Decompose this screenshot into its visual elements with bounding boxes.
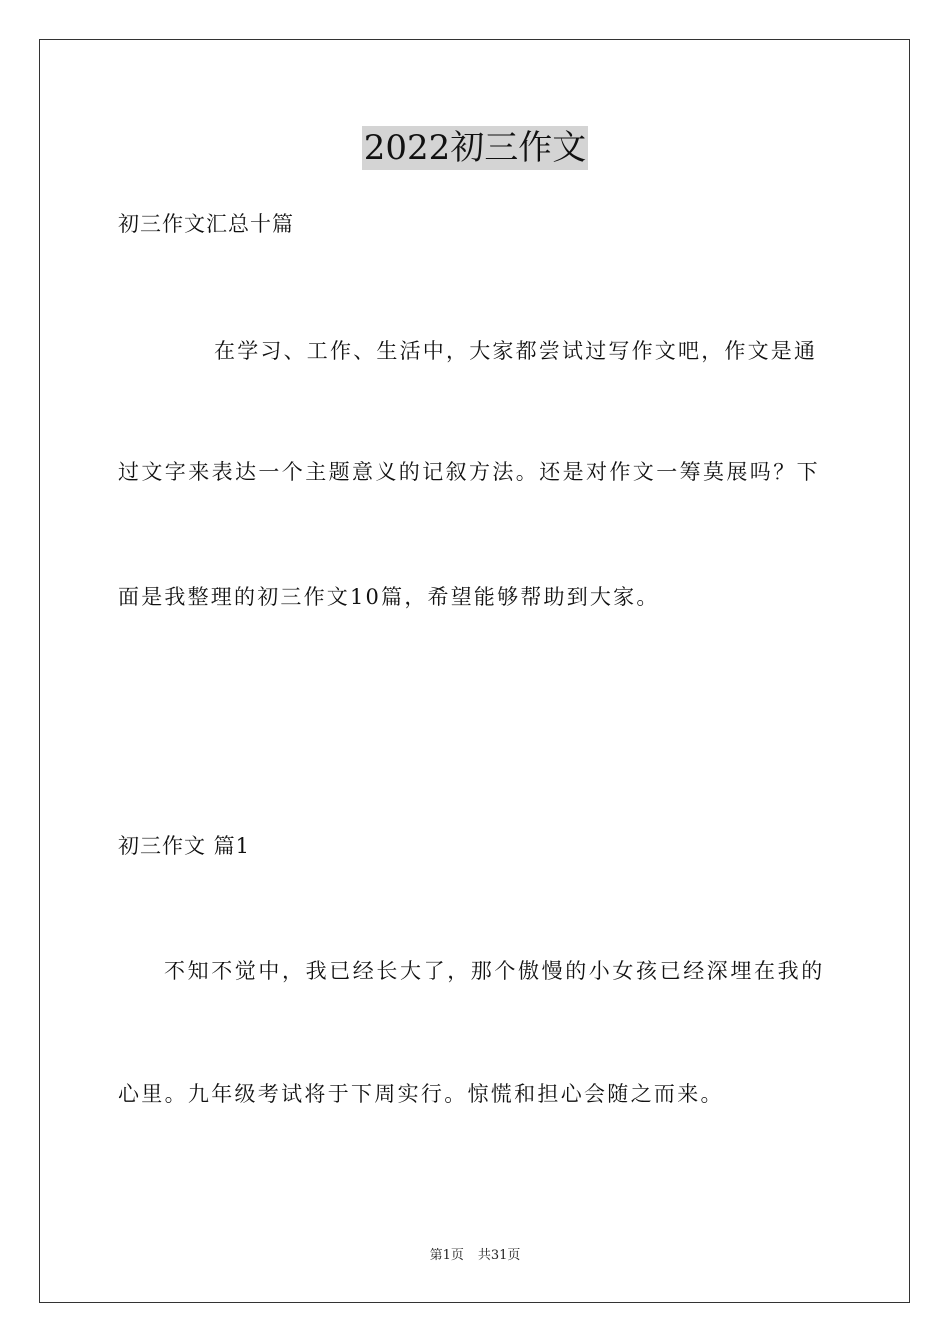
section-paragraph-line-1: 不知不觉中，我已经长大了，那个傲慢的小女孩已经深埋在我的	[164, 959, 825, 983]
document-subtitle: 初三作文汇总十篇	[118, 212, 294, 236]
section-paragraph-line-2: 心里。九年级考试将于下周实行。惊慌和担心会随之而来。	[118, 1082, 724, 1106]
intro-paragraph-line-1: 在学习、工作、生活中，大家都尝试过写作文吧，作文是通	[214, 339, 818, 363]
section-heading: 初三作文 篇1	[118, 834, 251, 858]
title-container	[0, 126, 950, 170]
page-footer	[0, 1247, 950, 1265]
document-title: 2022初三作文	[363, 128, 587, 168]
intro-paragraph-line-3: 面是我整理的初三作文10篇，希望能够帮助到大家。	[118, 585, 660, 609]
intro-paragraph-line-2: 过文字来表达一个主题意义的记叙方法。还是对作文一筹莫展吗？下	[118, 460, 820, 484]
total-pages-label: 共31页	[477, 1248, 521, 1263]
current-page-label: 第1页	[429, 1248, 464, 1263]
